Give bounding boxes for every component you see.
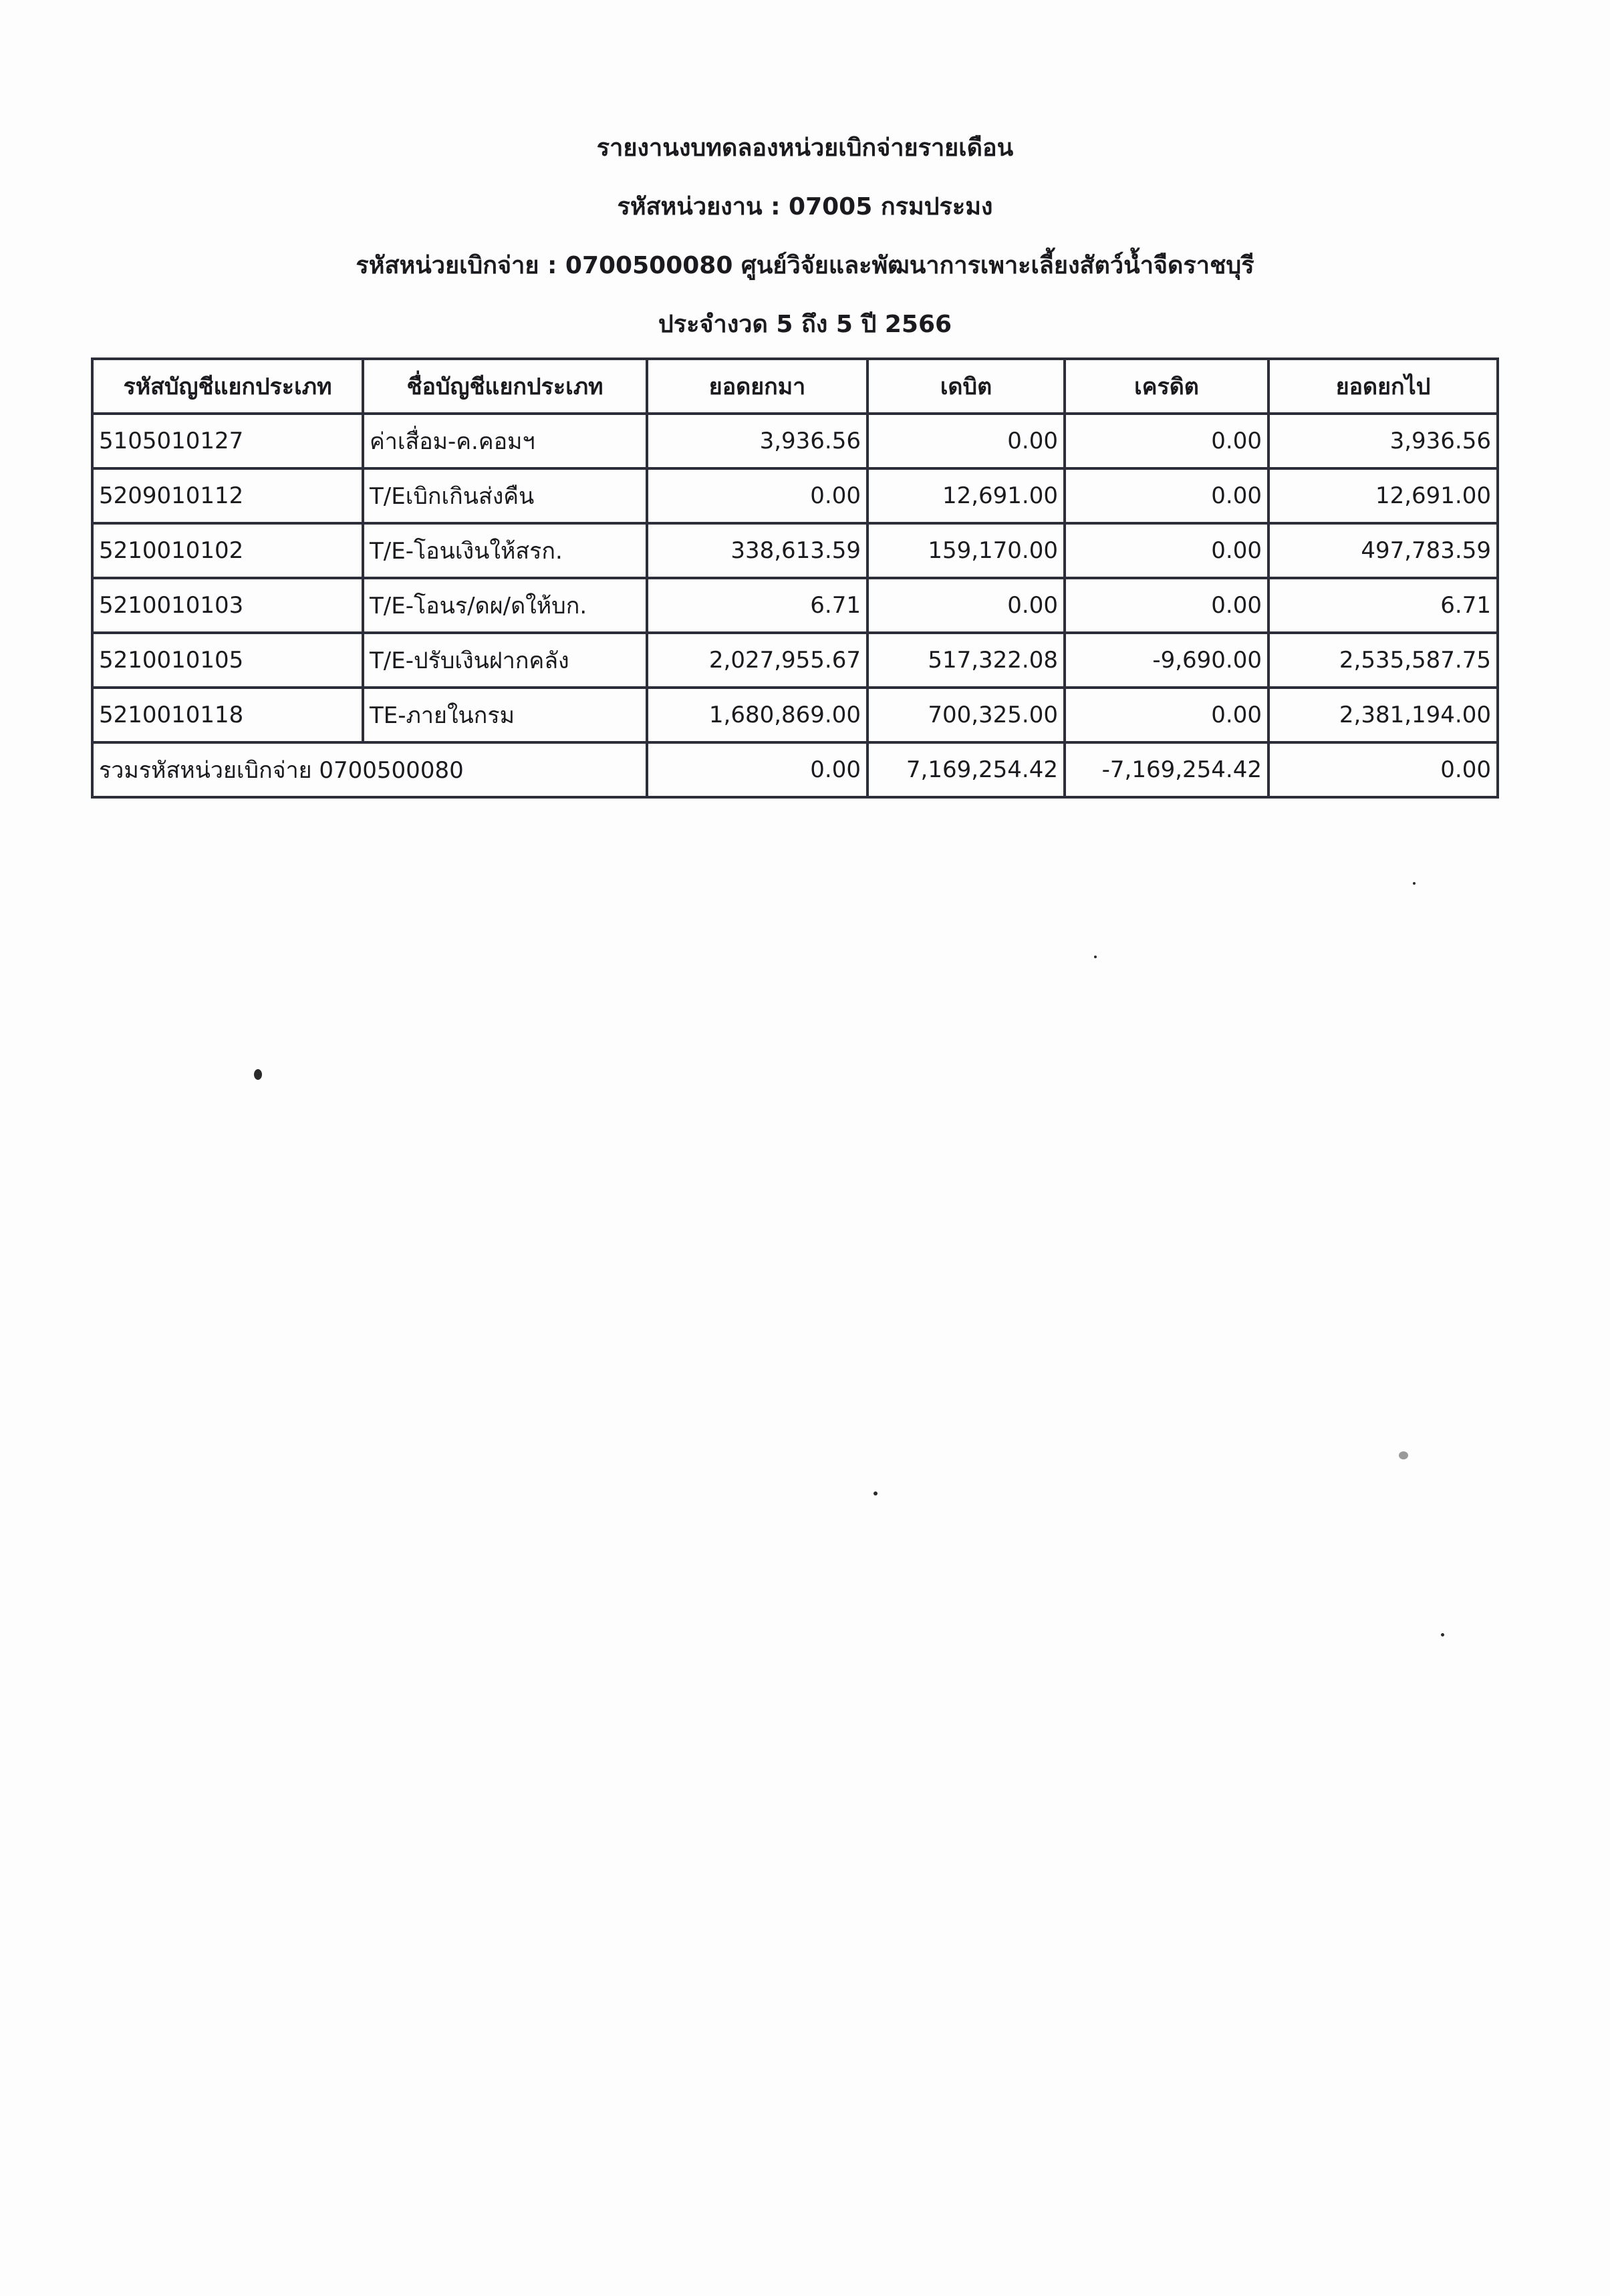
cell-credit: 0.00 <box>1065 414 1268 468</box>
cell-account-code: 5209010112 <box>92 468 363 523</box>
table-row <box>92 633 1498 688</box>
cell-brought-forward: 2,027,955.67 <box>647 633 867 688</box>
report-title: รายงานงบทดลองหน่วยเบิกจ่ายรายเดือน <box>596 134 1014 162</box>
cell-debit: 0.00 <box>867 414 1065 468</box>
cell-account-name: T/E-โอนเงินให้สรก. <box>363 523 647 578</box>
cell-carried-forward: 2,381,194.00 <box>1268 688 1498 742</box>
cell-account-name: TE-ภายในกรม <box>363 688 647 742</box>
cell-credit: 0.00 <box>1065 578 1268 633</box>
cell-credit: 0.00 <box>1065 688 1268 742</box>
cell-account-code: 5210010102 <box>92 523 363 578</box>
total-debit: 7,169,254.42 <box>867 742 1065 797</box>
total-credit: -7,169,254.42 <box>1065 742 1268 797</box>
agency-code: รหัสหน่วยงาน : 07005 กรมประมง <box>617 193 993 221</box>
scan-speck <box>874 1491 878 1495</box>
table-row <box>92 688 1498 742</box>
cell-brought-forward: 0.00 <box>647 468 867 523</box>
cell-account-name: ค่าเสื่อม-ค.คอมฯ <box>363 414 647 468</box>
cell-brought-forward: 338,613.59 <box>647 523 867 578</box>
cell-debit: 700,325.00 <box>867 688 1065 742</box>
cell-account-code: 5210010118 <box>92 688 363 742</box>
trial-balance-table <box>91 357 1499 799</box>
total-label: รวมรหัสหน่วยเบิกจ่าย 0700500080 <box>92 742 647 797</box>
header-credit: เครดิต <box>1065 359 1268 414</box>
scan-speck <box>1399 1451 1408 1459</box>
report-period: ประจำงวด 5 ถึง 5 ปี 2566 <box>658 311 952 338</box>
table-row <box>92 523 1498 578</box>
cell-debit: 159,170.00 <box>867 523 1065 578</box>
header-account-name: ชื่อบัญชีแยกประเภท <box>363 359 647 414</box>
cell-carried-forward: 497,783.59 <box>1268 523 1498 578</box>
cell-credit: -9,690.00 <box>1065 633 1268 688</box>
cell-brought-forward: 1,680,869.00 <box>647 688 867 742</box>
cell-brought-forward: 3,936.56 <box>647 414 867 468</box>
cell-carried-forward: 3,936.56 <box>1268 414 1498 468</box>
cell-credit: 0.00 <box>1065 523 1268 578</box>
cell-account-code: 5105010127 <box>92 414 363 468</box>
cell-debit: 12,691.00 <box>867 468 1065 523</box>
header-account-code: รหัสบัญชีแยกประเภท <box>92 359 363 414</box>
table-row <box>92 468 1498 523</box>
report-header <box>0 134 1610 369</box>
disbursement-unit-code: รหัสหน่วยเบิกจ่าย : 0700500080 ศูนย์วิจัยและพัฒนาการเพาะเลี้ยงสัตว์น้ำจืดราชบุรี <box>356 252 1254 279</box>
cell-account-name: T/E-โอนร/ดผ/ดให้บก. <box>363 578 647 633</box>
cell-account-name: T/E-ปรับเงินฝากคลัง <box>363 633 647 688</box>
scan-speck <box>1441 1633 1444 1636</box>
scan-speck <box>1094 956 1097 958</box>
cell-brought-forward: 6.71 <box>647 578 867 633</box>
header-debit: เดบิต <box>867 359 1065 414</box>
cell-carried-forward: 12,691.00 <box>1268 468 1498 523</box>
cell-carried-forward: 6.71 <box>1268 578 1498 633</box>
header-carried-forward: ยอดยกไป <box>1268 359 1498 414</box>
table-row <box>92 414 1498 468</box>
table-row <box>92 578 1498 633</box>
cell-account-name: T/Eเบิกเกินส่งคืน <box>363 468 647 523</box>
cell-account-code: 5210010105 <box>92 633 363 688</box>
cell-debit: 0.00 <box>867 578 1065 633</box>
scan-speck <box>254 1069 262 1080</box>
table-total-row <box>92 742 1498 797</box>
cell-carried-forward: 2,535,587.75 <box>1268 633 1498 688</box>
cell-account-code: 5210010103 <box>92 578 363 633</box>
scan-speck <box>1413 882 1416 885</box>
table-header-row <box>92 359 1498 414</box>
cell-debit: 517,322.08 <box>867 633 1065 688</box>
header-brought-forward: ยอดยกมา <box>647 359 867 414</box>
cell-credit: 0.00 <box>1065 468 1268 523</box>
total-brought-forward: 0.00 <box>647 742 867 797</box>
total-carried-forward: 0.00 <box>1268 742 1498 797</box>
